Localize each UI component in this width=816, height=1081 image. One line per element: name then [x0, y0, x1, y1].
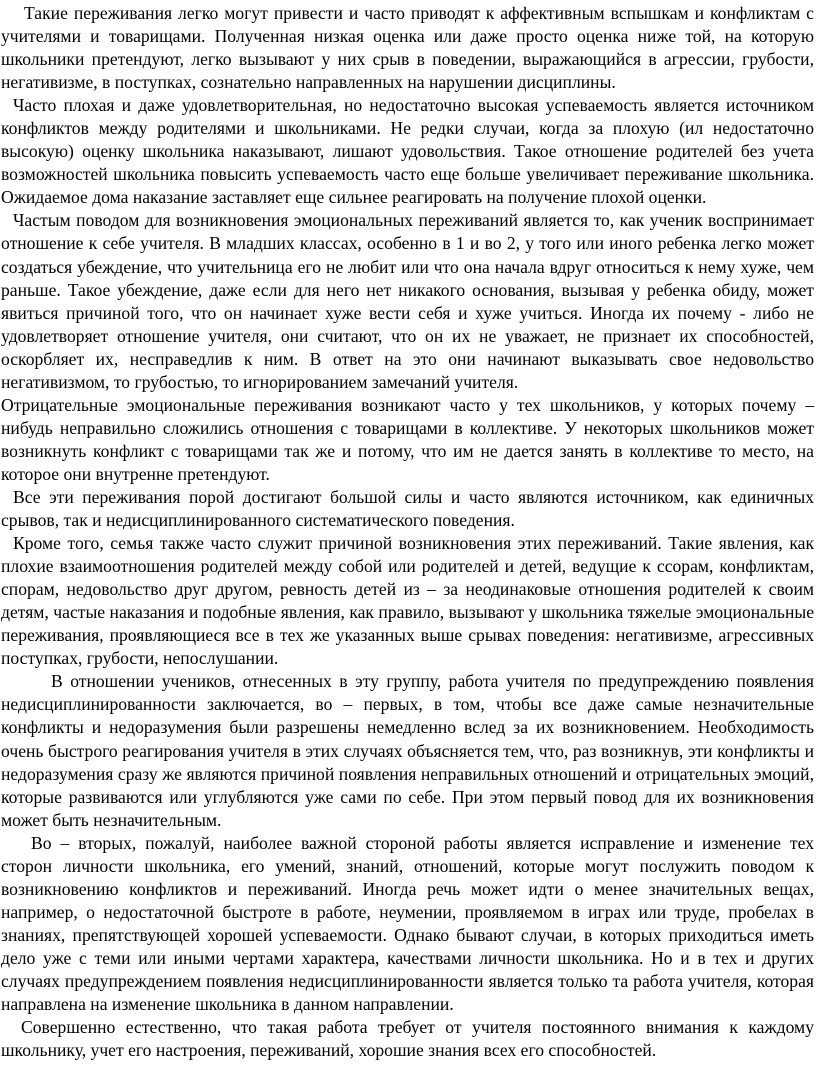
- paragraph-affective-outbursts: Такие переживания легко могут привести и часто приводят к аффективным вспышкам и конфликтам с учителями и товарищами. Полученная низкая оценка или даже просто оценка ниже той, на которую школьники претендуют, легко вызывают у них срыв в поведении, выражающийся в агрессии, грубости, негативизме, в поступках, сознательно направленных на нарушении дисциплины.: [1, 3, 814, 93]
- paragraph-conclusion: Совершенно естественно, что такая работа требует от учителя постоянного внимания к каждому школьнику, учет его настроения, переживаний, хорошие знания всех его способностей.: [1, 1017, 814, 1061]
- paragraph-teacher-work-second: Во – вторых, пожалуй, наиболее важной стороной работы является исправление и изменение тех сторон личности школьника, его умений, знаний, отношений, которые могут послужить поводом к возникновению конфликтов и переживаний. Иногда речь может идти о менее значительных вещах, например, о недостаточной быстроте в работе, неумении, проявляемом в играх или труде, пробелах в знаниях, препятствующей хорошей успеваемости. Однако бывают случаи, в которых приходиться иметь дело уже с теми или иными чертами характера, качествами личности школьника. Но и в тех и других случаях предупреждением появления недисциплинированности является только та работа учителя, которая направлена на изменение школьника в данном направлении.: [1, 832, 814, 1015]
- paragraph-poor-performance: Часто плохая и даже удовлетворительная, но недостаточно высокая успеваемость является источником конфликтов между родителями и школьниками. Не редки случаи, когда за плохую (ил недостаточно высокую) оценку школьника наказывают, лишают удовольствия. Такое отношение родителей без учета возможностей школьника повысить успеваемость часто еще больше увеличивает переживание школьника. Ожидаемое дома наказание заставляет еще сильнее реагировать на получение плохой оценки.: [1, 95, 814, 208]
- paragraph-peer-relations: Отрицательные эмоциональные переживания возникают часто у тех школьников, у которых почему – нибудь неправильно сложились отношения с товарищами в коллективе. У некоторых школьников может возникнуть конфликт с товарищами так же и потому, что им не дается занять в коллективе то место, на которое они внутренне претендуют.: [1, 394, 814, 484]
- paragraph-teacher-work-first: В отношении учеников, отнесенных в эту группу, работа учителя по предупреждению появления недисциплинированности заключается, во – первых, в том, чтобы все даже самые незначительные конфликты и недоразумения были разрешены немедленно вслед за их возникновением. Необходимость очень быстрого реагирования учителя в этих случаях объясняется тем, что, раз возникнув, эти конфликты и недоразумения сразу же являются причиной появления неправильных отношений и отрицательных эмоций, которые развиваются или углубляются уже сами по себе. При этом первый повод для их возникновения может быть незначительным.: [1, 671, 814, 830]
- paragraph-strong-experiences: Все эти переживания порой достигают большой силы и часто являются источником, как единичных срывов, так и недисциплинированного систематического поведения.: [1, 486, 814, 531]
- paragraph-teacher-attitude: Частым поводом для возникновения эмоциональных переживаний является то, как ученик воспринимает отношение к себе учителя. В младших классах, особенно в 1 и во 2, у того или иного ребенка легко может создаться убеждение, что учительница его не любит или что она начала вдруг относиться к нему хуже, чем раньше. Такое убеждение, даже если для него нет никакого основания, вызывая у ребенка обиду, может явиться причиной того, что он начинает хуже вести себя и хуже учиться. Иногда их почему - либо не удовлетворяет отношение учителя, они считают, что он их не уважает, не признает их способностей, оскорбляет их, несправедлив к ним. В ответ на это они начинают выказывать свое недовольство негативизмом, то грубостью, то игнорированием замечаний учителя.: [1, 210, 814, 392]
- paragraph-family: Кроме того, семья также часто служит причиной возникновения этих переживаний. Такие явления, как плохие взаимоотношения родителей между собой или родителей и детей, ведущие к ссорам, конфликтам, спорам, недовольство друг другом, ревность детей из – за неодинаковые отношения родителей к своим детям, частые наказания и подобные явления, как правило, вызывают у школьника тяжелые эмоциональные переживания, проявляющиеся все в тех же указанных выше срывах поведения: негативизме, агрессивных поступках, грубости, непослушании.: [1, 533, 814, 669]
